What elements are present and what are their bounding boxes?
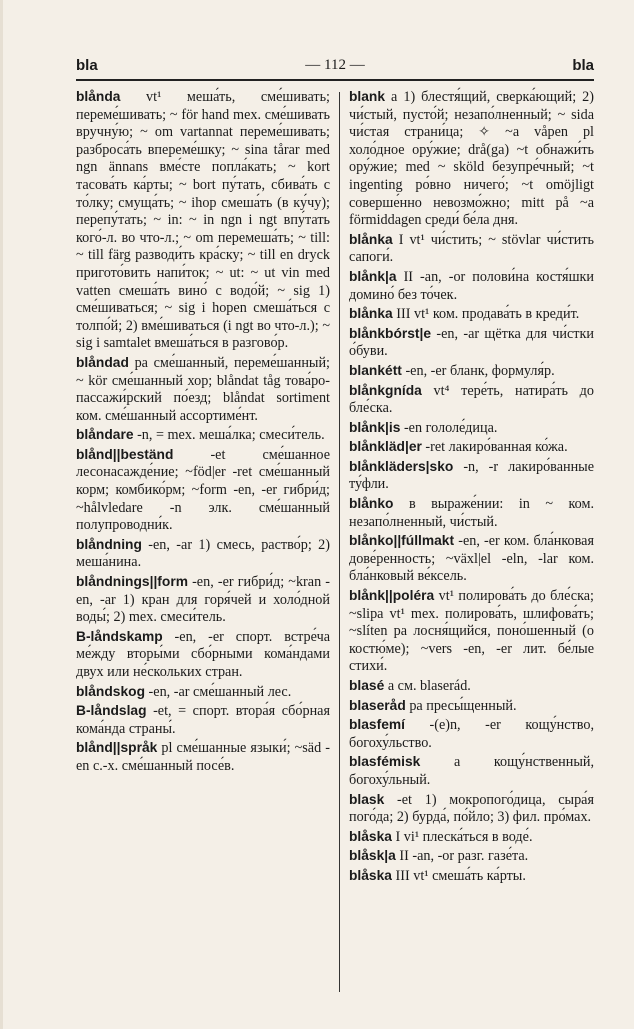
entry-text: II -an, -or разг. газе́та. (395, 848, 529, 865)
entry-text: vt¹ полирова́ть до бле́ска; ~slipa vt¹ mex. полирова́ть, шлифова́ть; ~slíten pa лосня́щийся, поно́шенный (о костю́ме); ~vers -en, -er лит. бе́лые стихи́. (349, 588, 594, 675)
dictionary-entry (349, 847, 594, 866)
dictionary-entry (76, 573, 330, 627)
entry-text: -(e)n, -er кощу́нство, богоху́льство. (349, 717, 594, 751)
dictionary-entry (349, 697, 594, 716)
entry-text: vt⁴ тере́ть, натира́ть до бле́ска. (349, 382, 594, 417)
entry-headword: blånko||fúllmakt (349, 533, 455, 549)
right-column (349, 88, 594, 887)
dictionary-entry (349, 231, 594, 267)
dictionary-entry (349, 458, 594, 494)
dictionary-entry (349, 677, 594, 696)
entry-headword: blåsk|a (349, 848, 396, 864)
entry-headword: blånk|is (349, 419, 401, 435)
entry-headword: blånk|a (349, 268, 397, 284)
dictionary-entry (76, 88, 330, 353)
entry-headword: blånk||poléra (349, 588, 435, 604)
entry-text: pa пресы́щенный. (405, 697, 517, 714)
entry-headword: blånd||beständ (76, 446, 174, 462)
entry-headword: B-låndslag (76, 703, 147, 719)
entry-text: в выраже́нии: in ~ ком. незапо́лненный, чи́стый. (349, 496, 594, 530)
entry-text: -en гололе́дица. (400, 419, 498, 436)
entry-text: -en, -ar щётка для чи́стки о́буви. (349, 325, 594, 360)
entry-headword: blasé (349, 678, 385, 693)
right-guide-word: bla (572, 57, 594, 74)
entry-text: -en, -er бланк, формуля́р. (401, 362, 555, 379)
left-guide-word: bla (76, 57, 98, 74)
entry-text: -n, = mex. меша́лка; смеси́тель. (133, 427, 325, 444)
entry-text: -en, -er спорт. встре́ча ме́жду вторы́ми сбо́рными кома́ндами двух или не́скольких стран. (76, 628, 330, 680)
dictionary-entry (76, 628, 330, 682)
entry-headword: blånd||språk (76, 740, 158, 756)
entry-headword: blåndskog (76, 683, 145, 699)
header-rule (76, 79, 594, 81)
entry-text: -et 1) мокропого́дица, сыра́я пого́да; 2) бурда́, по́йло; 3) фил. про́мах. (349, 791, 594, 826)
dictionary-entry (349, 438, 594, 457)
entry-headword: blånda (76, 89, 121, 104)
dictionary-entry (349, 716, 594, 752)
dictionary-entry (349, 532, 594, 586)
entry-text: II -an, -or полови́на костя́шки домино́ без то́чек. (349, 268, 594, 303)
entry-text: I vt¹ чи́стить; ~ stövlar чи́стить сапоги́. (349, 231, 594, 266)
entry-text: -en, -er ком. бла́нковая дове́ренность; ~växl|el -eln, -lar ком. бла́нковый ве́ксель. (349, 533, 594, 585)
entry-text: pl сме́шанные языки́; ~säd -en с.-х. сме́шанный посе́в. (76, 740, 330, 774)
entry-headword: blåndning (76, 536, 142, 552)
dictionary-entry (349, 587, 594, 676)
dictionary-entry (349, 382, 594, 418)
entry-text: vt¹ меша́ть, сме́шивать; переме́шивать; ~ för hand mex. сме́шивать вручну́ю; ~ om vartannat переме́шивать; разброса́ть впереме́шку; ~ sina tårar med ngn ännans вме́сте попла́кать; ~ kort тасова́ть ка́рты; ~ bort пу́тать, сбива́ть с то́лку; смуща́ть; ~ ihop смеша́ть (в ку́чу); перепу́тать; ~ in: ~ in ngn i ngt впу́тать кого́-л. во что-л.; ~ om перемеша́ть; ~ till: ~ till färg разводи́ть кра́ску; ~ till en dryck пригото́вить напи́ток; ~ ut: ~ ut vin med vatten смеша́ть вино́ с водо́й; ~ sig 1) сме́шиваться; ~ sig i hopen смеша́ться с толпо́й; 2) вме́шиваться (i ngt во что-л.); ~ sig i samtalet вмеша́ться в разгово́р. (76, 89, 330, 352)
entry-text: a кощу́нственный, богоху́льный. (349, 754, 594, 788)
page-header (76, 55, 594, 79)
entry-headword: B-låndskamp (76, 628, 163, 644)
entry-headword: blåska (349, 828, 392, 844)
entry-headword: blånka (349, 306, 393, 322)
dictionary-entry (349, 362, 594, 381)
dictionary-entry (349, 828, 594, 847)
dictionary-entry (76, 702, 330, 738)
dictionary-entry (76, 426, 330, 445)
entry-text: III vt¹ смеша́ть ка́рты. (391, 867, 526, 884)
entry-headword: blåndare (76, 427, 134, 443)
dictionary-entry (349, 495, 594, 531)
entry-text: a см. blaserád. (384, 678, 471, 694)
entry-text: -en, -ar 1) смесь, раство́р; 2) меша́нина. (76, 536, 330, 571)
dictionary-entry (349, 325, 594, 361)
column-divider (339, 92, 340, 992)
page-number: — 112 — (305, 57, 365, 73)
dictionary-entry (349, 791, 594, 827)
entry-text: -en, -ar сме́шанный лес. (145, 683, 292, 700)
entry-headword: blank (349, 89, 386, 104)
dictionary-entry (349, 268, 594, 304)
dictionary-entry (349, 419, 594, 438)
entry-headword: blåndnings||form (76, 574, 188, 590)
entry-headword: blånkgnída (349, 382, 422, 398)
dictionary-entry (76, 354, 330, 425)
entry-headword: blåska (349, 867, 392, 883)
entry-headword: blåndad (76, 354, 129, 370)
entry-headword: blasfemí (349, 717, 405, 733)
dictionary-entry (76, 739, 330, 775)
entry-text: -et сме́шанное лесонасажде́ние; ~föd|er -ret сме́шанный корм; комбико́рм; ~form -en, -er гибри́д; ~hålvledare -n элк. сме́шанный полупроводни́к. (76, 446, 330, 534)
dictionary-entry (76, 536, 330, 572)
entry-headword: blånkläders|sko (349, 458, 454, 474)
entry-headword: blaseråd (349, 697, 406, 713)
dictionary-entry (349, 88, 594, 230)
entry-text: -ret лакиро́ванная ко́жа. (421, 439, 568, 456)
entry-text: III vt¹ ком. продава́ть в креди́т. (392, 306, 580, 323)
dictionary-entry (76, 446, 330, 535)
dictionary-entry (349, 305, 594, 324)
entry-text: I vi¹ плеска́ться в воде́. (391, 828, 533, 845)
entry-headword: blånka (349, 231, 393, 247)
entry-headword: blankétt (349, 362, 402, 378)
entry-text: -et, = спорт. втора́я сбо́рная кома́нда страны́. (76, 703, 330, 737)
entry-headword: blånko (349, 496, 394, 512)
entry-headword: blånkläd|er (349, 439, 422, 455)
entry-headword: blask (349, 791, 385, 807)
dictionary-entry (76, 683, 330, 702)
entry-text: -en, -er гибри́д; ~kran -en, -ar 1) кран для горя́чей и холо́дной воды́; 2) mex. смеси́тель. (76, 574, 330, 626)
entry-text: a 1) блестя́щий, сверка́ющий; 2) чи́стый, пусто́й; незапо́лненный; ~ sida чи́стая страни́ца; ✧ ~a våpen pl холо́дное ору́жие; drå(ga) ~t обнажи́ть ору́жие; med ~ sköld безупре́чный; ~t ingenting ро́вно ничего́; ~t omöjligt соверше́нно невозмо́жно; mitt på ~a förmiddagen среди́ бе́ла дня. (349, 89, 594, 229)
entry-text: -n, -r лакиро́ванные ту́фли. (349, 458, 594, 493)
entry-headword: blasfémisk (349, 754, 421, 770)
left-column (76, 88, 330, 777)
dictionary-entry (349, 753, 594, 789)
dictionary-entry (349, 867, 594, 886)
entry-headword: blånkbórst|e (349, 325, 432, 341)
entry-text: pa сме́шанный, переме́шанный; ~ kör сме́шанный хор; blåndat tåg това́ро-пассажи́рский по́езд; blåndat sortiment ком. сме́шанный ассортиме́нт. (76, 354, 330, 424)
